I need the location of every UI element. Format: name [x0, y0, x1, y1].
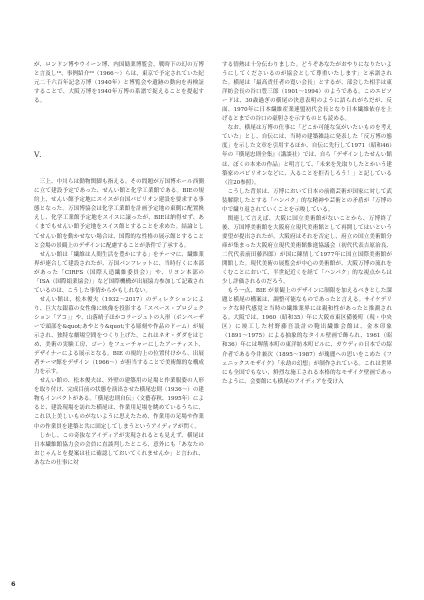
intro-paragraph: が、ロンドン博やウイーン博、内国勧業博覧会、戦時下の幻の万博と言及し¹⁹、事例紹介²⁰（1966〜）らは、東京で予定されていた紀元二千六百年記念万博（1940年）と博覧会や遺跡の動向を再検証することで、大阪万博を1940年万博の系譜で捉えることを提起する。: [34, 62, 204, 105]
section-heading: V.: [34, 150, 43, 160]
body-paragraph: 関連して言えば、大阪に国立美術館がないことから、万博終了後、万国博美術館を大阪府立現代美術館として再開してはいという要望が提出されたが、大阪府はそれを否定し、府立の国立美術館分庫が集まった大阪府立現代美術館推進協議会（初代代表吉原治良、二代代表前田藤四郎）が国に陳情して1977年に国立国際美術館が開館した。現代美術の展覧会が中心の美術館が、大阪万博の流れをくむことにおいて、半世紀近くを経て「ハンパク」的な視点からは少し評価されるのだろう。: [222, 215, 392, 286]
body-paragraph: しかし、この奇抜なアイディアが実現されるとも見えず、横尾は日本繊維館協力会の会員に直談判したところ、意外にも「あなたのおじゃんとを提案は社に確認しておいてくれませんか」と言われ、あなたの仕事に対: [34, 432, 204, 466]
page-number: 6: [11, 580, 16, 588]
right-column: [222, 61, 392, 387]
body-paragraph: 三上、中川らは動物関脚も指える。その問題が万国博ホール西側に立て建設予定であった、せんい館と化学工業館である。BIEの規約上、せんい館予定地にスイスが自国パビリオン建設を要求する事態となった。万国博協会は化学工業館を計画予定地の東側に配置換えし、化学工業館予定地をスイスに譲ったが、BIEは納得せず、あくまでもせんい館予定地をスイス館とすることを求めた。結論としてせんい館を動かせない場合は、国際的な性格の展示館とすることと会場の景観上のデザインに配慮することが条件で了承する。: [34, 179, 204, 249]
body-paragraph: なお、横尾は万博の仕事に「どこか可能な気がいたいものを考えていた」とし、自伝には、当時の建築雑誌に発表した「反万博の態度」を示した文章を引用するほか、自伝に先行して1971（昭和46）年の『横尾忠則全集』（講談社）では、自ら「デザインしたせんい館は、ぼくの本来の作品」と明言して、「未来を先取りしたとかいう建築家のパビリオンなどに、入ることを拒否しろう！」と記している（注20参照）。: [222, 125, 392, 186]
body-paragraph: せんい館は「繊維は人間生活を豊かにする」をテーマに、繊維業界が連合して建設されたが、万国パンフレットに、当時行くに本部があった「CIRFS（国際人造繊維委員会）」や、リヨン本部の「ISA（国際絹業協会）」など国際機構が出展協力参加して記載されているのは、こうした事情からかもしれない。: [34, 251, 204, 294]
body-paragraph: せんい館の、松本俊夫は、外壁の建築用の足場と作業服姿の人形を取り付け、完成目前の状態を演出させた横尾忠則（1936〜）の建物もインパクトがある。「横尾忠則自伝」（文藝春秋、1995年）によると、建設現場を訪れた横尾は、作業用足場を眺めているうちに、これ以上美しいものがないように思えたため、作業用の足場や作業中の作業員を建築と共に固定してしまうというアイディアが閃く。: [34, 378, 204, 430]
body-paragraph: もう一点、BIE が景観上のデザインに制限を加えるべきとした課題と横尾の構案は、調整可能なものであったと言える。サイケデリックな時代感覚と当時の繊維業界には親和性があったと推測される。大阪では、1960（昭和35）年に大阪市東区備後町（現・中央区）に竣工した村野藤吾設計の鞄出繊維会館は、金本印象（1891〜1975）による抽象的なタイル壁画で飾られ、1961（昭和36）年には堺筋本町の東洋紡本町ビルに、ガウディの日本での紹介者である今井兼次（1895〜1987）が瑰麗への思いをこめた《フェニックスモザイク》「永劫の幻想」が制作されている。これは世界にも全国でもない、鮮烈な施工される本格的なモザイク壁画であったように、会要館にも横尾のアイディアを受け入: [222, 288, 392, 385]
body-paragraph: せんい館は、松本俊夫（1932〜2017）のディレクションにより、巨大な銀幕の女性像に映像を投影する「スペース・プロジェクション「アコ」」や、山落晴子ほかコラージュトの人形（ボンペーザーで頭部を&quot;あやとり&quot;する彫刻や作品のドーム）が展示され、独特な劇場空間をつくり上げた。これはネオ・ダダをはじめ、美術の実験工房、ゴー）をフューチャーにしたアーティスト、デザイナーによる展示となる。BIE の規約上の位置付けから、出展者テーマ館をデザイン（1966〜）が担当することで美術館的な構成力を示す。: [34, 296, 204, 376]
body-paragraph-continued: する情熱は十分伝わりました。どうぞあなたがおやりになりたいようにしてくださいるのが協会として尊重いたします」と承諾された。横尾は「最高責任者の寛い会長」とするが、部会した相手は東洋紡会長の谷口豊三郎（1901〜1994）のようである。このエピソードは、30歳過ぎの横尾の決意表明のように語られがちだが、反面、1970年に日本繊維産業連盟初代会長となり日本繊維依存を上げるとまでの谷口の豪胆さを示すものとも読める。: [222, 62, 392, 123]
left-column: [34, 61, 204, 468]
body-paragraph: こうした背景は、万博において日本の前衛芸術が国家に対して武装解除したとする「ハンパク」的な精神や芸術との矛盾が「万博の中で繊り返されていくことを示唆している。: [222, 188, 392, 213]
